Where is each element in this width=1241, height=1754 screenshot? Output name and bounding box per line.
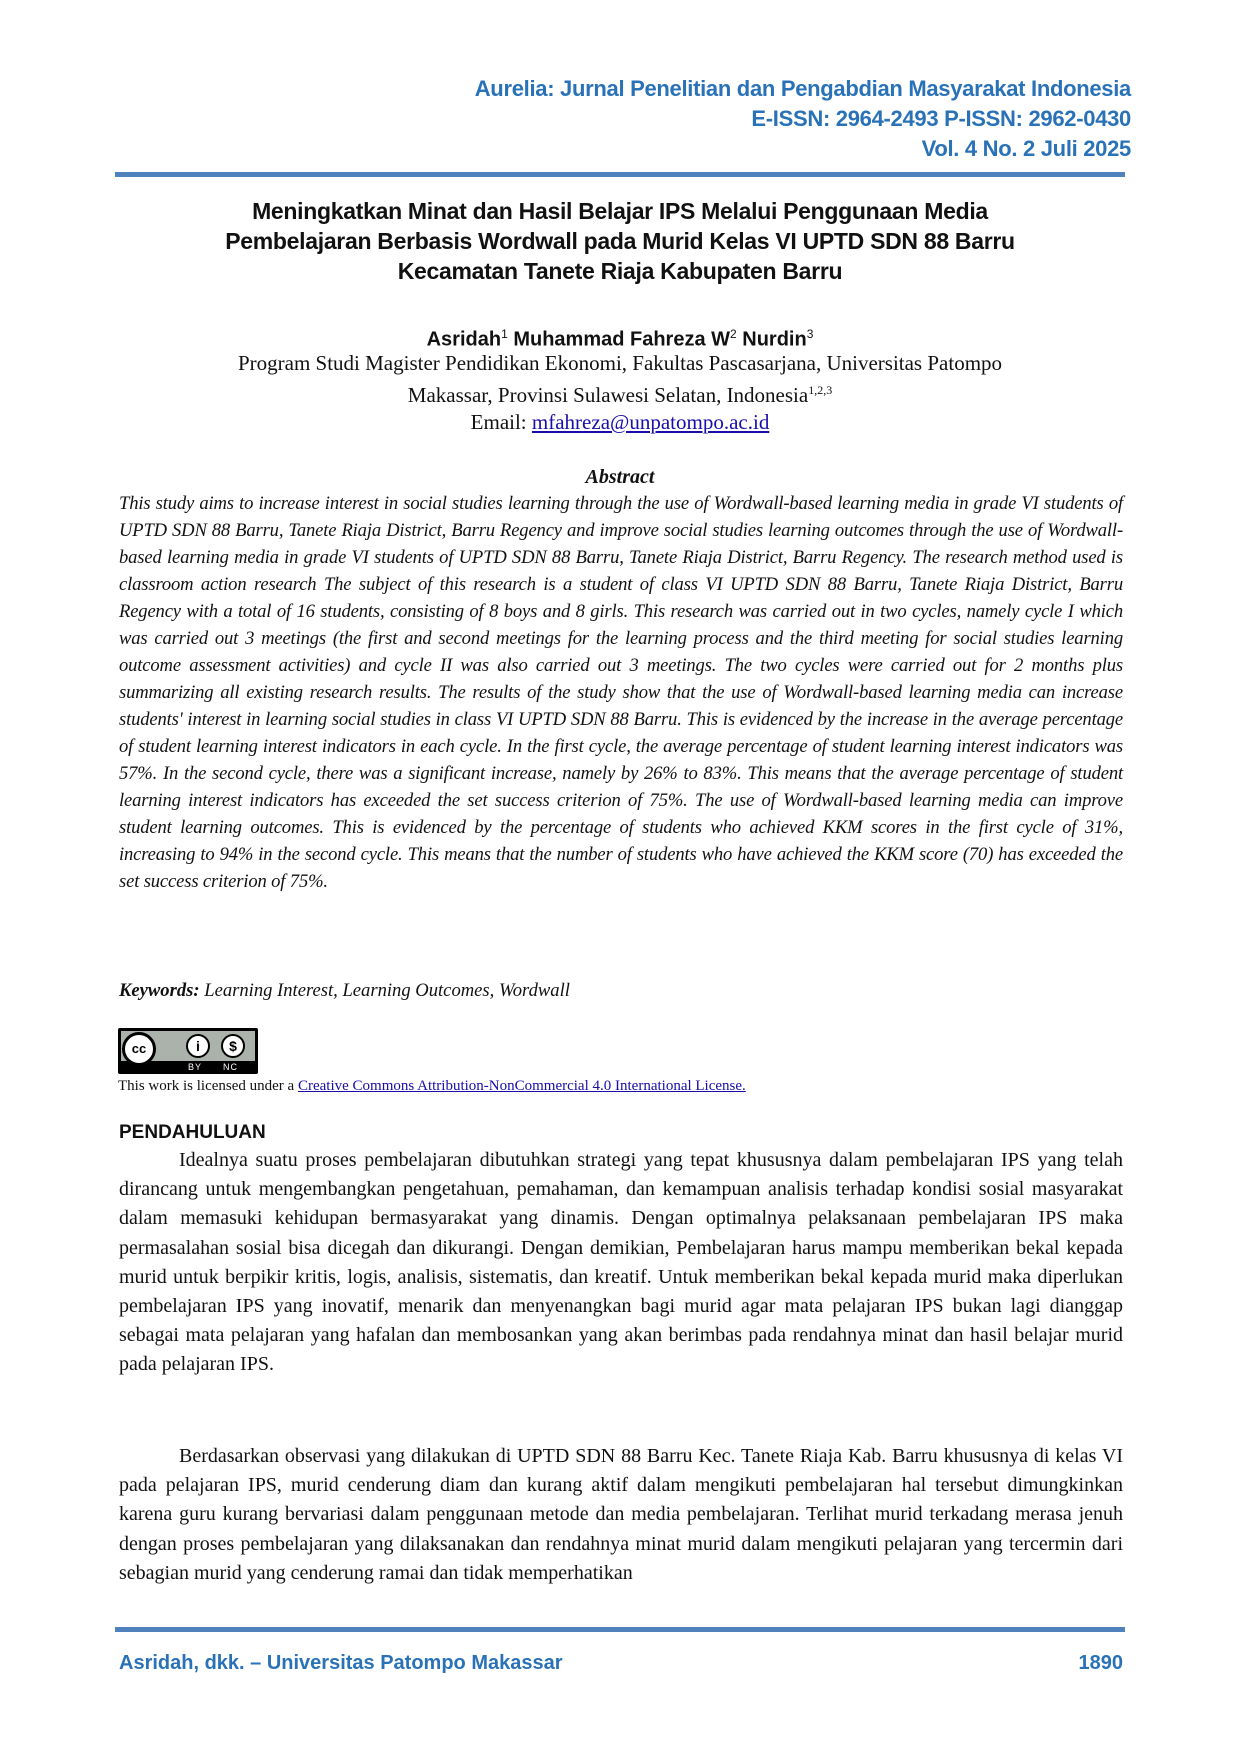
affiliation-marker: 1,2,3 bbox=[808, 383, 833, 397]
section-heading: PENDAHULUAN bbox=[119, 1122, 266, 1143]
journal-header bbox=[475, 74, 1131, 164]
author-name: Muhammad Fahreza W bbox=[513, 328, 731, 351]
author-affiliation-marker: 1 bbox=[501, 327, 508, 341]
footer-author-institution: Asridah, dkk. – Universitas Patompo Makassar bbox=[119, 1652, 563, 1674]
title-line-3: Kecamatan Tanete Riaja Kabupaten Barru bbox=[397, 258, 843, 284]
paragraph-text: Idealnya suatu proses pembelajaran dibutuhkan strategi yang tepat khususnya dalam pembelajaran IPS yang telah dirancang untuk mengembangkan pengetahuan, pemahaman, dan kemampuan analisis terhadap kondisi sosial masyarakat dalam memasuki kehidupan bermasyarakat yang dinamis. Dengan optimalnya pelaksanaan pembelajaran IPS maka permasalahan sosial bisa dicegah dan dikurangi. Dengan demikian, Pembelajaran harus mampu memberikan bekal kepada murid untuk berpikir kritis, logis, analisis, sistematis, dan kreatif. Untuk memberikan bekal kepada murid maka diperlukan pembelajaran IPS yang inovatif, menarik dan menyenangkan bagi murid agar mata pelajaran IPS bukan lagi dianggap sebagai mata pelajaran yang hafalan dan membosankan yang akan berimbas pada rendahnya minat dan hasil belajar murid pada pelajaran IPS. bbox=[119, 1149, 1123, 1376]
author-affiliation-marker: 3 bbox=[806, 327, 814, 341]
cc-by-nc-license-badge[interactable] bbox=[118, 1028, 258, 1074]
email-link[interactable]: mfahreza@unpatompo.ac.id bbox=[531, 410, 770, 434]
affiliation-block bbox=[115, 350, 1125, 436]
journal-name: Aurelia: Jurnal Penelitian dan Pengabdian Masyarakat Indonesia bbox=[474, 76, 1131, 101]
abstract-heading: Abstract bbox=[585, 466, 655, 488]
creative-commons-icon: cc bbox=[122, 1032, 156, 1066]
keywords-text: Learning Interest, Learning Outcomes, Wordwall bbox=[199, 980, 570, 1001]
license-prefix: This work is licensed under a bbox=[118, 1078, 298, 1094]
nc-label: NC bbox=[223, 1062, 238, 1072]
paragraph-text: Berdasarkan observasi yang dilakukan di UPTD SDN 88 Barru Kec. Tanete Riaja Kab. Barru khususnya di kelas VI pada pelajaran IPS, murid cenderung diam dan kurang aktif dalam mengikuti pembelajaran hal tersebut dimungkinkan karena guru kurang bervariasi dalam penggunaan metode dan media pembelajaran. Terlihat murid terkadang merasa jenuh dengan proses pembelajaran yang dilaksanakan dan rendahnya minat murid dalam mengikuti pelajaran yang tercermin dari sebagian murid yang cenderung ramai dan tidak memperhatikan bbox=[119, 1445, 1123, 1584]
abstract-text: This study aims to increase interest in social studies learning through the use of Wordwall-based learning media in grade VI students of UPTD SDN 88 Barru, Tanete Riaja District, Barru Regency and improve social studies learning outcomes through the use of Wordwall-based learning media in grade VI students of UPTD SDN 88 Barru, Tanete Riaja District, Barru Regency. The research method used is classroom action research The subject of this research is a student of class VI UPTD SDN 88 Barru, Tanete Riaja District, Barru Regency with a total of 16 students, consisting of 8 boys and 8 girls. This research was carried out in two cycles, namely cycle I which was carried out 3 meetings (the first and second meetings for the learning process and the third meeting for social studies learning outcome assessment activities) and cycle II was also carried out 3 meetings. The two cycles were carried out for 2 months plus summarizing all existing research results. The results of the study show that the use of Wordwall-based learning media can increase students' interest in learning social studies in class VI UPTD SDN 88 Barru. This is evidenced by the increase in the average percentage of student learning interest indicators in each cycle. In the first cycle, the average percentage of student learning interest indicators was 57%. In the second cycle, there was a significant increase, namely by 26% to 83%. This means that the average percentage of student learning interest indicators has exceeded the set success criterion of 75%. The use of Wordwall-based learning media can improve student learning outcomes. This is evidenced by the percentage of students who achieved KKM scores in the first cycle of 31%, increasing to 94% in the second cycle. This means that the number of students who have achieved the KKM score (70) has exceeded the set success criterion of 75%. bbox=[119, 493, 1123, 892]
author-name: Asridah bbox=[426, 328, 502, 351]
author-affiliation-marker: 2 bbox=[730, 327, 737, 341]
author-list bbox=[115, 320, 1125, 354]
title-line-2: Pembelajaran Berbasis Wordwall pada Murid Kelas VI UPTD SDN 88 Barru bbox=[225, 228, 1015, 254]
keywords-line bbox=[119, 977, 1123, 1004]
email-label: Email: bbox=[470, 410, 532, 434]
header-divider bbox=[115, 172, 1125, 177]
affiliation-text: Makassar, Provinsi Sulawesi Selatan, Indonesia bbox=[407, 383, 809, 407]
keywords-label: Keywords: bbox=[119, 980, 200, 1001]
email-line bbox=[115, 409, 1125, 436]
author-name: Nurdin bbox=[742, 328, 807, 351]
body-paragraph bbox=[119, 1442, 1123, 1588]
body-paragraph bbox=[119, 1146, 1123, 1380]
title-line-1: Meningkatkan Minat dan Hasil Belajar IPS Melalui Penggunaan Media bbox=[252, 198, 988, 224]
paper-title bbox=[115, 196, 1125, 286]
footer-divider bbox=[115, 1627, 1125, 1632]
attribution-icon: i bbox=[186, 1034, 210, 1058]
affiliation-line-1: Program Studi Magister Pendidikan Ekonomi, Fakultas Pascasarjana, Universitas Patompo bbox=[237, 351, 1003, 375]
by-label: BY bbox=[188, 1062, 203, 1072]
page-number: 1890 bbox=[1078, 1652, 1123, 1674]
journal-issn: E-ISSN: 2964-2493 P-ISSN: 2962-0430 bbox=[751, 106, 1131, 131]
affiliation-line-2 bbox=[115, 377, 1125, 409]
license-statement bbox=[118, 1076, 746, 1096]
journal-volume: Vol. 4 No. 2 Juli 2025 bbox=[921, 136, 1131, 161]
noncommercial-icon: $ bbox=[221, 1034, 245, 1058]
license-link[interactable]: Creative Commons Attribution-NonCommercial 4.0 International License. bbox=[297, 1078, 746, 1094]
